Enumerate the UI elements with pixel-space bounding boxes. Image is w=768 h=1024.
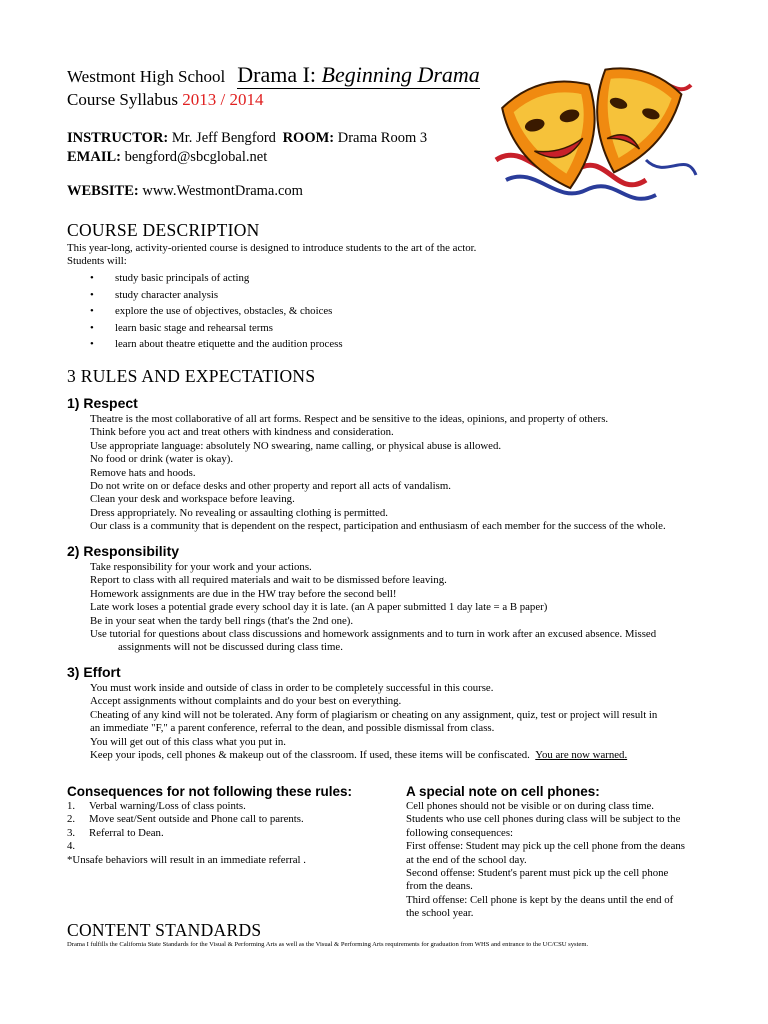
comedy-tragedy-masks-icon (486, 40, 706, 220)
note-line: at the end of the school day. (406, 853, 527, 866)
course-description-intro: This year-long, activity-oriented course is designed to introduce students to the art of the actor. (67, 242, 477, 254)
note-line: Students who use cell phones during class will be subject to the (406, 813, 681, 826)
rule-line: Cheating of any kind will not be tolerated. Any form of plagiarism or cheating on any assignment, quiz, test or project will result in (90, 708, 658, 721)
list-item: • study character analysis (90, 289, 343, 306)
rule-line: Think before you act and treat others with kindness and consideration. (90, 426, 394, 439)
rule-line: You must work inside and outside of class in order to be completely successful in this course. (90, 682, 494, 694)
rule-line: You will get out of this class what you put in. (90, 735, 286, 748)
rule-line: Theatre is the most collaborative of all art forms. Respect and be sensitive to the ideas, opinions, and property of others. (90, 413, 609, 425)
school-name: Westmont High School (67, 67, 226, 86)
note-line: from the deans. (406, 880, 473, 893)
list-item: 3. Referral to Dean. (67, 826, 164, 839)
school-year: 2013 / 2014 (182, 90, 264, 109)
rule-line: Do not write on or deface desks and other property and report all acts of vandalism. (90, 480, 451, 493)
list-item: 4. (67, 840, 76, 853)
rule-line: Keep your ipods, cell phones & makeup out of the classroom. If used, these items will be confiscated. You are now warned. (90, 749, 628, 762)
respect-heading: 1) Respect (67, 395, 138, 411)
instructor-name: Mr. Jeff Bengford (171, 130, 276, 146)
note-line: Third offense: Cell phone is kept by the deans until the end of (406, 893, 674, 906)
rule-line: Dress appropriately. No revealing or assaulting clothing is permitted. (90, 506, 388, 519)
list-item: 1. Verbal warning/Loss of class points. (67, 800, 246, 812)
rule-line: Use tutorial for questions about class discussions and homework assignments and to turn in work after an excused absence. Missed (90, 628, 657, 641)
note-line: following consequences: (406, 826, 514, 839)
note-line: the school year. (406, 907, 474, 920)
rule-line: Remove hats and hoods. (90, 466, 196, 479)
instructor-line: INSTRUCTOR: Mr. Jeff Bengford ROOM: Drama Room 3 (67, 130, 428, 146)
rule-line: Report to class with all required materials and wait to be dismissed before leaving. (90, 574, 447, 587)
website-line: WEBSITE: www.WestmontDrama.com (67, 183, 303, 199)
website-url: www.WestmontDrama.com (142, 183, 303, 199)
document-title (67, 62, 480, 88)
rule-line: assignments will not be discussed during class time. (118, 641, 343, 654)
responsibility-rules (90, 561, 656, 655)
warning-text: You are now warned. (535, 749, 628, 762)
cell-phones-note (406, 800, 685, 921)
rule-line: an immediate "F," a parent conference, referral to the dean, and possible dismissal from class. (90, 722, 495, 735)
respect-rules (90, 413, 666, 534)
effort-heading: 3) Effort (67, 664, 121, 680)
rule-line: Clean your desk and workspace before leaving. (90, 493, 295, 506)
rule-line: Late work loses a potential grade every school day it is late. (an A paper submitted 1 day late = a B paper) (90, 601, 548, 614)
cell-phones-heading: A special note on cell phones: (406, 784, 600, 799)
note-line: Cell phones should not be visible or on during class time. (406, 800, 655, 812)
email-address: bengford@sbcglobal.net (124, 149, 268, 165)
rule-line: Accept assignments without complaints and do your best on everything. (90, 695, 402, 708)
note-line: First offense: Student may pick up the cell phone from the deans (406, 840, 685, 853)
consequence-note: *Unsafe behaviors will result in an immediate referral . (67, 853, 306, 866)
list-item: • learn basic stage and rehearsal terms (90, 322, 343, 339)
rule-line: Take responsibility for your work and your actions. (90, 561, 312, 573)
room-name: Drama Room 3 (337, 130, 428, 146)
email-line: EMAIL: bengford@sbcglobal.net (67, 149, 268, 165)
list-item: • explore the use of objectives, obstacles, & choices (90, 305, 343, 322)
course-description-heading: COURSE DESCRIPTION (67, 220, 260, 240)
rule-line: Use appropriate language: absolutely NO swearing, name calling, or physical abuse is allowed. (90, 439, 502, 452)
rule-line: Our class is a community that is dependent on the respect, participation and enthusiasm of each member for the success of the whole. (90, 520, 666, 533)
effort-rules (90, 682, 657, 762)
syllabus-line: Course Syllabus 2013 / 2014 (67, 90, 264, 109)
list-item: • learn about theatre etiquette and the audition process (90, 338, 343, 355)
objectives-list (90, 272, 343, 355)
students-will-label: Students will: (67, 255, 127, 267)
rule-line: Be in your seat when the tardy bell rings (that's the 2nd one). (90, 614, 354, 627)
responsibility-heading: 2) Responsibility (67, 543, 180, 559)
list-item: • study basic principals of acting (90, 272, 343, 289)
course-title: Drama I: Beginning Drama (237, 62, 480, 87)
content-standards-text: Drama I fulfills the California State Standards for the Visual & Performing Arts as well as the Visual & Performing Arts requirements for graduation from WHS and entrance to the UC/CSU system. (67, 941, 589, 948)
note-line: Second offense: Student's parent must pick up the cell phone (406, 867, 669, 880)
rules-heading: 3 RULES AND EXPECTATIONS (67, 366, 316, 386)
consequences-list (67, 800, 306, 867)
consequences-heading: Consequences for not following these rules: (67, 784, 353, 799)
list-item: 2. Move seat/Sent outside and Phone call to parents. (67, 813, 304, 826)
rule-line: No food or drink (water is okay). (90, 453, 234, 466)
rule-line: Homework assignments are due in the HW tray before the second bell! (90, 587, 397, 600)
content-standards-heading: CONTENT STANDARDS (67, 920, 262, 940)
